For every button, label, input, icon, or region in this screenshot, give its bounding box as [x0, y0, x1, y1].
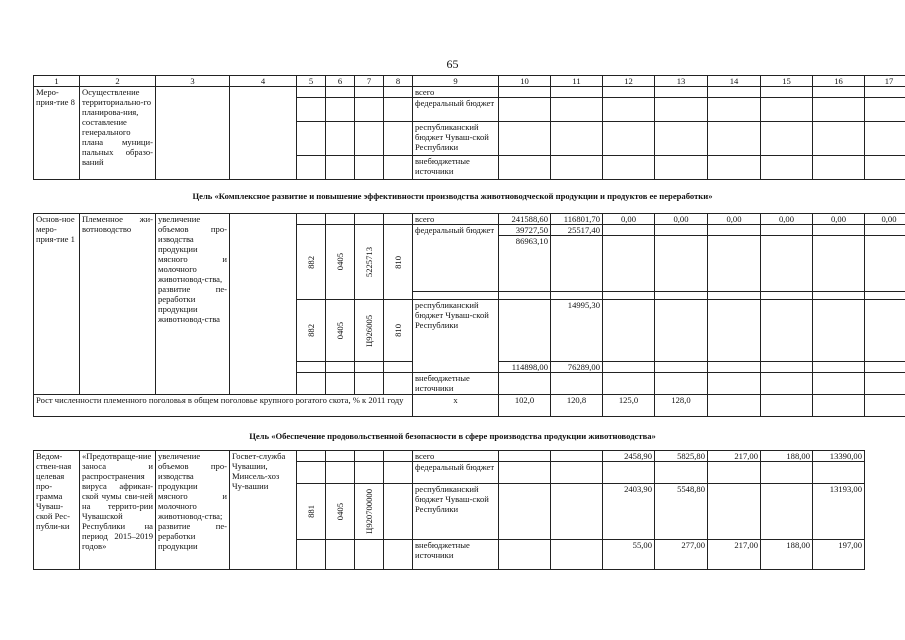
header-cell: 8 [384, 76, 413, 87]
funding-source: республиканский бюджет Чуваш-ской Республики [413, 122, 499, 156]
header-cell: 13 [655, 76, 708, 87]
program-label: Ведом-ствен-ная целевая про-грамма Чуваш-ской Рес-публи-ки [34, 451, 80, 570]
program-title: «Предотвраще-ние заноса и распространения вируса африкан-ской чумы сви-ней на террито-рии Чувашской Республики на период 2015–2019 годов» [80, 451, 156, 570]
funding-source: всего [413, 87, 499, 98]
value-cell: 241588,60 [499, 214, 551, 225]
value-cell: 114898,00 [499, 362, 551, 373]
program-goal: увеличение объемов про-изводства продукции мясного и молочного животновод-ства; развитие пе-реработки продукции [156, 451, 230, 570]
header-cell: 4 [230, 76, 297, 87]
value-cell: 116801,70 [551, 214, 603, 225]
table-row [34, 214, 905, 225]
header-cell: 5 [297, 76, 326, 87]
event-goal: увеличение объемов про-изводства продукции мясного и молочного животновод-ства, развитие пе-реработки продукции животновод-ства [156, 214, 230, 395]
value-cell: 0,00 [865, 214, 905, 225]
value-cell: 0,00 [655, 214, 708, 225]
value-cell: 0,00 [708, 214, 761, 225]
header-cell: 7 [355, 76, 384, 87]
funding-source: республиканский бюджет Чуваш-ской Республики [413, 484, 499, 540]
budget-code: 882 [306, 255, 316, 269]
table-row [34, 451, 905, 462]
funding-source: всего [413, 214, 499, 225]
budget-code: 0405 [335, 253, 345, 271]
event-title: Осуществление территориально-го планирова-ния, составление генерального плана муници-пальных образо-ваний [80, 87, 156, 180]
value-cell: 39727,50 [499, 225, 551, 236]
funding-source: внебюджетные источники [413, 540, 499, 570]
indicator-x: x [413, 395, 499, 417]
value-cell: 5825,80 [655, 451, 708, 462]
header-cell: 3 [156, 76, 230, 87]
budget-code: 0405 [335, 502, 345, 521]
value-cell: 25517,40 [551, 225, 603, 236]
header-cell: 11 [551, 76, 603, 87]
value-cell: 0,00 [603, 214, 655, 225]
budget-code: 881 [306, 505, 316, 518]
program-executor: Госвет-служба Чувашии, Минсель-хоз Чу-вашии [230, 451, 297, 570]
funding-source: внебюджетные источники [413, 373, 499, 395]
table-departmental-program [33, 450, 905, 570]
budget-code: Ц926005 [364, 314, 374, 347]
indicator-value: 102,0 [499, 395, 551, 417]
value-cell: 217,00 [708, 540, 761, 570]
indicator-value: 128,0 [655, 395, 708, 417]
value-cell: 188,00 [761, 451, 813, 462]
value-cell: 2403,90 [603, 484, 655, 540]
funding-source: внебюджетные источники [413, 156, 499, 180]
header-cell: 12 [603, 76, 655, 87]
budget-code: 882 [306, 324, 316, 337]
funding-source: федеральный бюджет [413, 462, 499, 484]
funding-source: всего [413, 451, 499, 462]
header-cell: 9 [413, 76, 499, 87]
value-cell: 197,00 [813, 540, 865, 570]
table-main-event-1 [33, 213, 905, 417]
value-cell: 13193,00 [813, 484, 865, 540]
header-row [34, 76, 905, 87]
value-cell: 217,00 [708, 451, 761, 462]
event-label: Основ-ное меро-прия-тие 1 [34, 214, 80, 395]
page-number: 65 [446, 57, 459, 71]
header-cell: 17 [865, 76, 905, 87]
value-cell: 188,00 [761, 540, 813, 570]
budget-code: Ц920700000 [364, 489, 374, 534]
header-cell: 6 [326, 76, 355, 87]
header-cell: 15 [761, 76, 813, 87]
header-cell: 10 [499, 76, 551, 87]
table-row [34, 87, 905, 98]
value-cell: 13390,00 [813, 451, 865, 462]
table-event-8 [33, 75, 905, 180]
indicator-text: Рост численности племенного поголовья в общем поголовье крупного рогатого скота, % к 2011 году [34, 395, 413, 417]
funding-source: федеральный бюджет [413, 98, 499, 122]
goal-heading-2: Цель «Обеспечение продовольственной безопасности в сфере производства продукции животноводства» [249, 431, 656, 441]
budget-code: 810 [393, 255, 403, 269]
budget-code: 0405 [335, 321, 345, 340]
value-cell: 76289,00 [551, 362, 603, 373]
budget-code: 5225713 [364, 246, 374, 278]
value-cell: 14995,30 [551, 300, 603, 362]
goal-heading-1: Цель «Комплексное развитие и повышение эффективности производства животноводческой продукции и продуктов ее переработки» [192, 191, 713, 201]
value-cell: 0,00 [761, 214, 813, 225]
event-title: Племенное жи-вотноводство [80, 214, 156, 395]
header-cell: 16 [813, 76, 865, 87]
indicator-value: 125,0 [603, 395, 655, 417]
funding-source: федеральный бюджет [413, 225, 499, 292]
header-cell: 14 [708, 76, 761, 87]
value-cell: 55,00 [603, 540, 655, 570]
header-cell: 2 [80, 76, 156, 87]
indicator-value: 120,8 [551, 395, 603, 417]
value-cell: 277,00 [655, 540, 708, 570]
event-label: Меро-прия-тие 8 [34, 87, 80, 180]
header-cell: 1 [34, 76, 80, 87]
value-cell: 5548,80 [655, 484, 708, 540]
funding-source: республиканский бюджет Чуваш-ской Республики [413, 300, 499, 373]
value-cell: 2458,90 [603, 451, 655, 462]
value-cell: 0,00 [813, 214, 865, 225]
value-cell: 86963,10 [499, 236, 551, 292]
budget-code: 810 [393, 324, 403, 337]
indicator-row [34, 395, 905, 417]
